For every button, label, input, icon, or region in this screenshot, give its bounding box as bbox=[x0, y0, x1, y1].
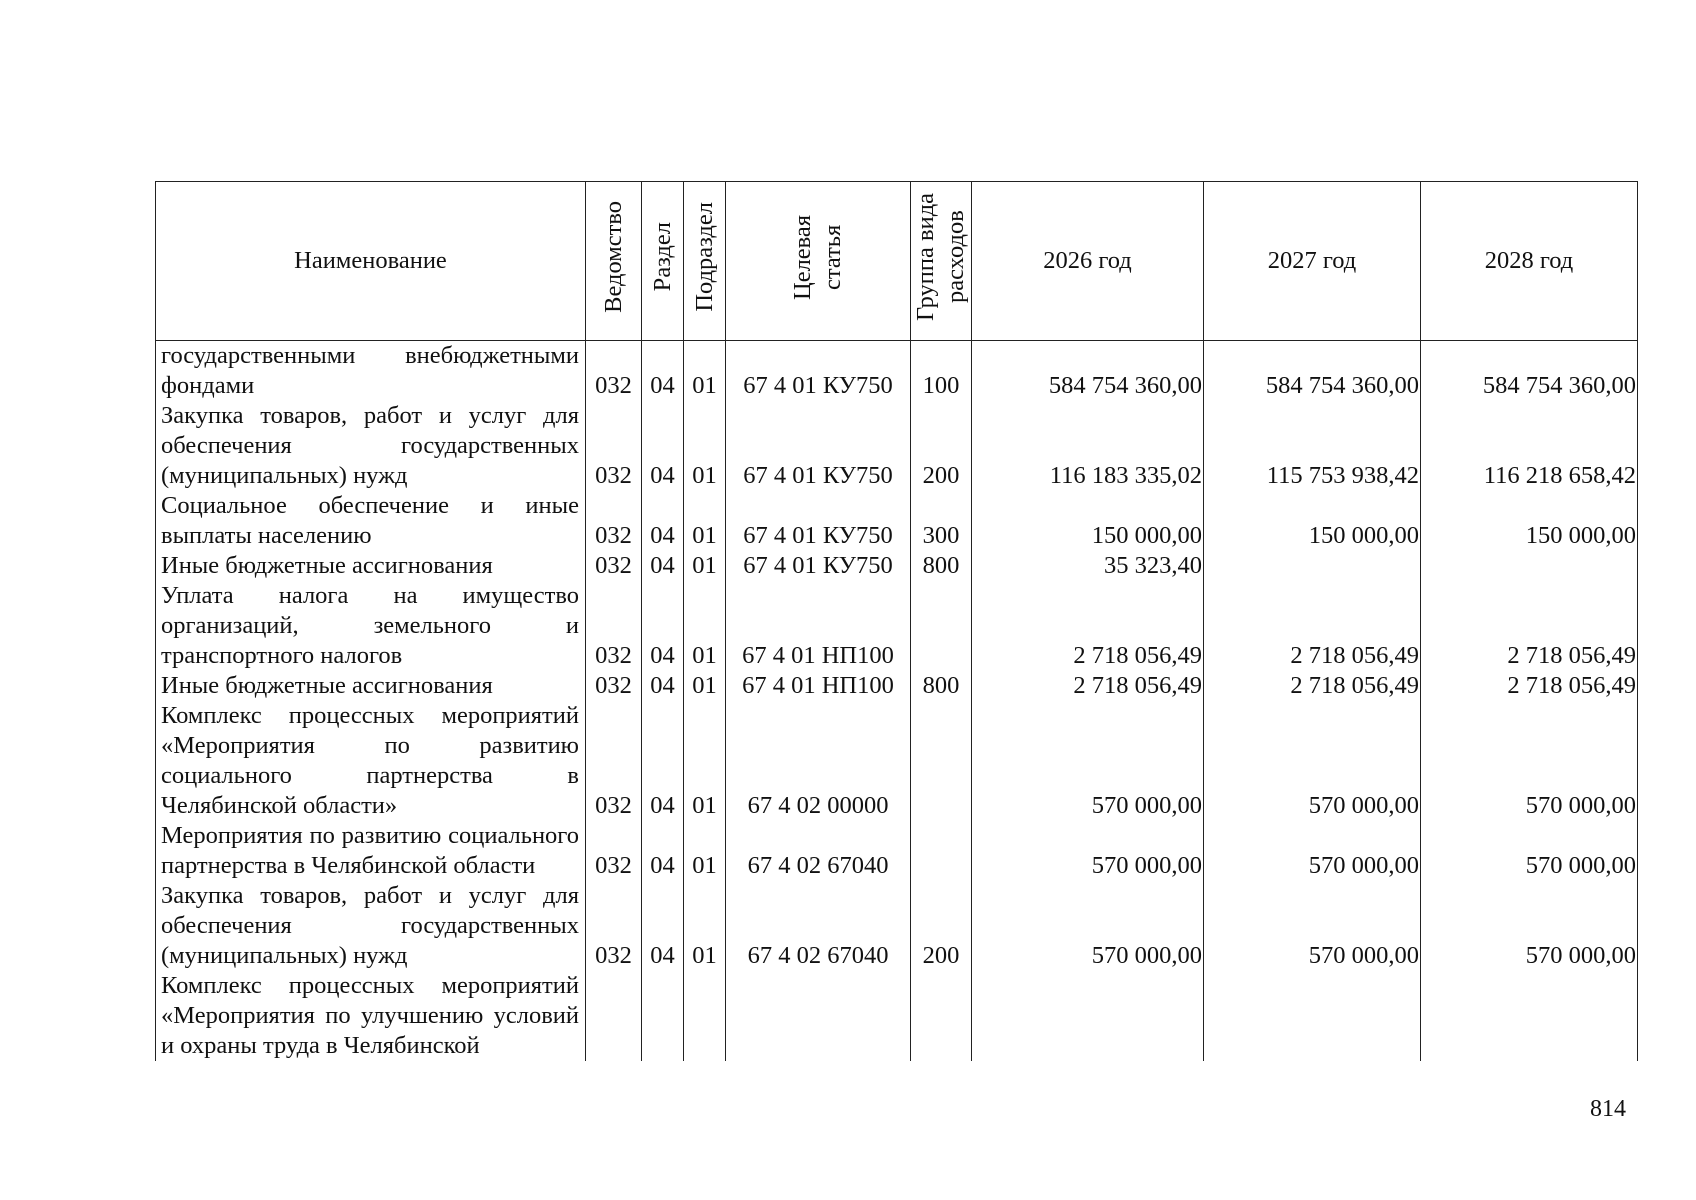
row-tselevaya-statya: 67 4 01 КУ750 bbox=[726, 551, 911, 581]
row-amount-2028 bbox=[1421, 551, 1638, 581]
row-podrazdel: 01 bbox=[684, 491, 726, 551]
row-name: Комплекс процессных мероприятий «Мероприятия по развитию социального партнерства в Челябинской области» bbox=[156, 701, 586, 821]
row-amount-2027: 2 718 056,49 bbox=[1204, 671, 1421, 701]
row-razdel: 04 bbox=[642, 821, 684, 881]
table-row bbox=[156, 581, 1638, 671]
row-amount-2028: 116 218 658,42 bbox=[1421, 401, 1638, 491]
header-podrazdel: Подраздел bbox=[684, 182, 726, 341]
row-amount-2028 bbox=[1421, 971, 1638, 1061]
row-amount-2028: 570 000,00 bbox=[1421, 701, 1638, 821]
row-amount-2028: 570 000,00 bbox=[1421, 881, 1638, 971]
row-amount-2027: 570 000,00 bbox=[1204, 881, 1421, 971]
row-tselevaya-statya: 67 4 02 67040 bbox=[726, 881, 911, 971]
table-row bbox=[156, 491, 1638, 551]
row-name: Закупка товаров, работ и услуг для обеспечения государственных (муниципальных) нужд bbox=[156, 401, 586, 491]
row-podrazdel: 01 bbox=[684, 581, 726, 671]
row-gruppa: 800 bbox=[911, 551, 972, 581]
header-2028: 2028 год bbox=[1421, 182, 1638, 341]
row-amount-2027: 584 754 360,00 bbox=[1204, 341, 1421, 402]
table-row bbox=[156, 341, 1638, 402]
row-razdel bbox=[642, 971, 684, 1061]
row-name: Иные бюджетные ассигнования bbox=[156, 551, 586, 581]
row-podrazdel: 01 bbox=[684, 401, 726, 491]
row-tselevaya-statya: 67 4 02 00000 bbox=[726, 701, 911, 821]
row-razdel: 04 bbox=[642, 881, 684, 971]
row-name: государственными внебюджетными фондами bbox=[156, 341, 586, 402]
row-gruppa bbox=[911, 821, 972, 881]
row-tselevaya-statya: 67 4 01 КУ750 bbox=[726, 341, 911, 402]
row-gruppa: 800 bbox=[911, 671, 972, 701]
row-tselevaya-statya bbox=[726, 971, 911, 1061]
row-razdel: 04 bbox=[642, 671, 684, 701]
row-razdel: 04 bbox=[642, 581, 684, 671]
row-amount-2028: 570 000,00 bbox=[1421, 821, 1638, 881]
row-razdel: 04 bbox=[642, 341, 684, 402]
row-name: Мероприятия по развитию социального партнерства в Челябинской области bbox=[156, 821, 586, 881]
header-tselevaya-statya: Целевая статья bbox=[726, 182, 911, 341]
row-gruppa bbox=[911, 971, 972, 1061]
row-amount-2028: 2 718 056,49 bbox=[1421, 581, 1638, 671]
row-amount-2028: 2 718 056,49 bbox=[1421, 671, 1638, 701]
row-amount-2026: 570 000,00 bbox=[972, 881, 1204, 971]
header-2026: 2026 год bbox=[972, 182, 1204, 341]
row-name: Иные бюджетные ассигнования bbox=[156, 671, 586, 701]
budget-table bbox=[155, 181, 1638, 1061]
table-row bbox=[156, 401, 1638, 491]
row-gruppa: 200 bbox=[911, 401, 972, 491]
table-body bbox=[156, 341, 1638, 1062]
row-amount-2027: 570 000,00 bbox=[1204, 701, 1421, 821]
row-vedomstvo bbox=[586, 971, 642, 1061]
table-row bbox=[156, 701, 1638, 821]
row-amount-2026: 570 000,00 bbox=[972, 701, 1204, 821]
row-vedomstvo: 032 bbox=[586, 701, 642, 821]
row-podrazdel: 01 bbox=[684, 701, 726, 821]
row-vedomstvo: 032 bbox=[586, 821, 642, 881]
table-row bbox=[156, 971, 1638, 1061]
row-razdel: 04 bbox=[642, 491, 684, 551]
row-razdel: 04 bbox=[642, 401, 684, 491]
table-row bbox=[156, 821, 1638, 881]
row-amount-2026: 584 754 360,00 bbox=[972, 341, 1204, 402]
header-2027: 2027 год bbox=[1204, 182, 1421, 341]
row-gruppa: 200 bbox=[911, 881, 972, 971]
row-vedomstvo: 032 bbox=[586, 551, 642, 581]
row-tselevaya-statya: 67 4 01 НП100 bbox=[726, 671, 911, 701]
row-tselevaya-statya: 67 4 01 КУ750 bbox=[726, 401, 911, 491]
row-tselevaya-statya: 67 4 02 67040 bbox=[726, 821, 911, 881]
row-vedomstvo: 032 bbox=[586, 581, 642, 671]
row-gruppa: 100 bbox=[911, 341, 972, 402]
row-amount-2027: 150 000,00 bbox=[1204, 491, 1421, 551]
row-podrazdel bbox=[684, 971, 726, 1061]
row-razdel: 04 bbox=[642, 551, 684, 581]
row-gruppa bbox=[911, 581, 972, 671]
row-gruppa bbox=[911, 701, 972, 821]
row-name: Социальное обеспечение и иные выплаты населению bbox=[156, 491, 586, 551]
row-amount-2028: 150 000,00 bbox=[1421, 491, 1638, 551]
row-tselevaya-statya: 67 4 01 НП100 bbox=[726, 581, 911, 671]
row-amount-2026: 2 718 056,49 bbox=[972, 671, 1204, 701]
row-podrazdel: 01 bbox=[684, 551, 726, 581]
row-gruppa: 300 bbox=[911, 491, 972, 551]
row-podrazdel: 01 bbox=[684, 821, 726, 881]
row-vedomstvo: 032 bbox=[586, 671, 642, 701]
page-number: 814 bbox=[1590, 1096, 1626, 1122]
header-name: Наименование bbox=[156, 182, 586, 341]
row-amount-2027: 115 753 938,42 bbox=[1204, 401, 1421, 491]
row-vedomstvo: 032 bbox=[586, 491, 642, 551]
row-vedomstvo: 032 bbox=[586, 341, 642, 402]
header-razdel: Раздел bbox=[642, 182, 684, 341]
row-tselevaya-statya: 67 4 01 КУ750 bbox=[726, 491, 911, 551]
row-amount-2026: 150 000,00 bbox=[972, 491, 1204, 551]
row-vedomstvo: 032 bbox=[586, 401, 642, 491]
row-amount-2028: 584 754 360,00 bbox=[1421, 341, 1638, 402]
row-amount-2026 bbox=[972, 971, 1204, 1061]
row-amount-2027: 570 000,00 bbox=[1204, 821, 1421, 881]
header-vedomstvo: Ведомство bbox=[586, 182, 642, 341]
row-name: Комплекс процессных мероприятий «Мероприятия по улучшению условий и охраны труда в Челябинской bbox=[156, 971, 586, 1061]
row-podrazdel: 01 bbox=[684, 881, 726, 971]
row-amount-2027 bbox=[1204, 551, 1421, 581]
row-amount-2027 bbox=[1204, 971, 1421, 1061]
row-amount-2026: 35 323,40 bbox=[972, 551, 1204, 581]
table-row bbox=[156, 671, 1638, 701]
table-header-row bbox=[156, 182, 1638, 341]
row-amount-2026: 116 183 335,02 bbox=[972, 401, 1204, 491]
table-row bbox=[156, 881, 1638, 971]
row-amount-2027: 2 718 056,49 bbox=[1204, 581, 1421, 671]
row-amount-2026: 2 718 056,49 bbox=[972, 581, 1204, 671]
row-vedomstvo: 032 bbox=[586, 881, 642, 971]
row-podrazdel: 01 bbox=[684, 671, 726, 701]
row-name: Уплата налога на имущество организаций, земельного и транспортного налогов bbox=[156, 581, 586, 671]
row-amount-2026: 570 000,00 bbox=[972, 821, 1204, 881]
header-gruppa-vida-raskhodov: Группа вида расходов bbox=[911, 182, 972, 341]
row-podrazdel: 01 bbox=[684, 341, 726, 402]
row-name: Закупка товаров, работ и услуг для обеспечения государственных (муниципальных) нужд bbox=[156, 881, 586, 971]
row-razdel: 04 bbox=[642, 701, 684, 821]
table-row bbox=[156, 551, 1638, 581]
